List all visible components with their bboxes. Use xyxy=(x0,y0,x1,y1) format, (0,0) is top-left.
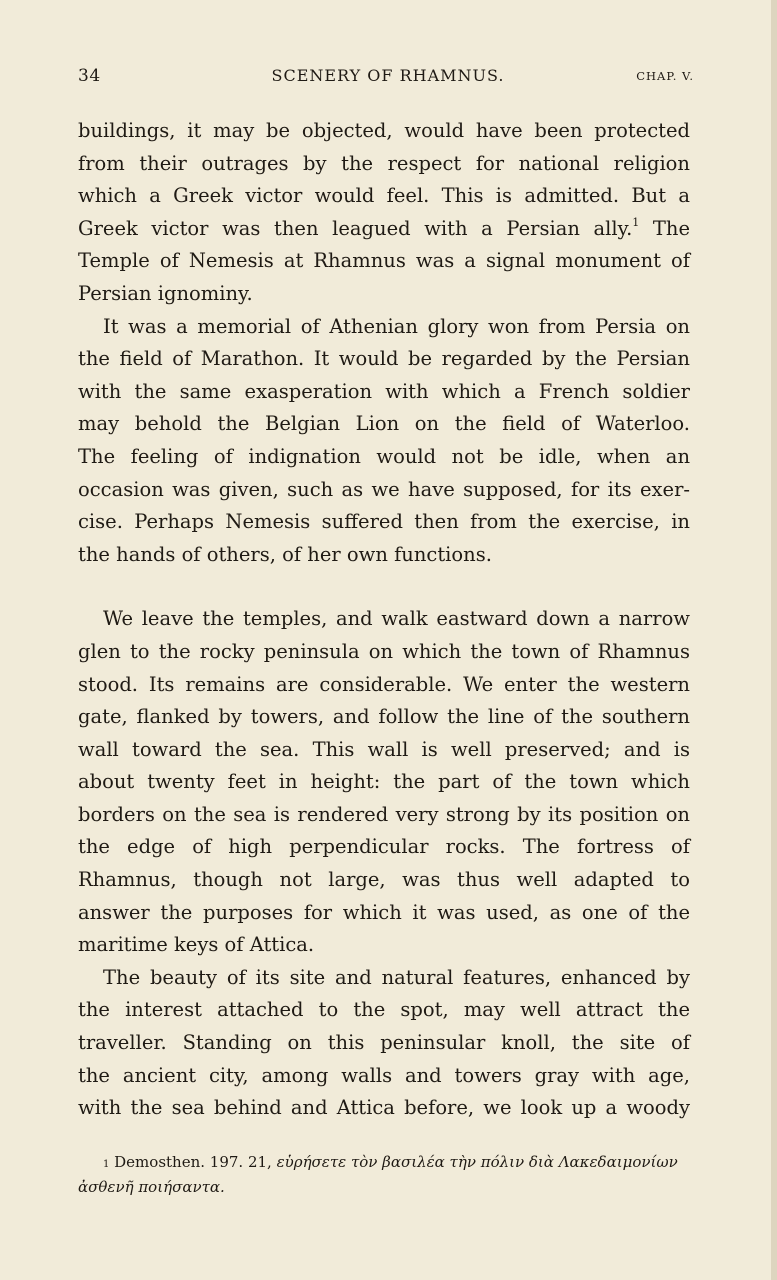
footnote-greek: εὑρήσετε τὸν βασιλέα τὴν πόλιν διὰ Λακεδαιμονίων xyxy=(276,1153,678,1171)
text-line: the hands of others, of her own functions. xyxy=(78,542,492,566)
paragraph-2 xyxy=(78,311,690,572)
text-line: which a Greek victor would feel. This is admitted. But a xyxy=(78,184,690,208)
text-line: cise. Perhaps Nemesis suffered then from the exercise, in xyxy=(78,510,690,534)
text-fragment: Greek victor was then leagued with a Persian ally. xyxy=(78,216,633,240)
paragraph-1 xyxy=(78,115,690,311)
text-line: We leave the temples, and walk eastward down a narrow xyxy=(103,607,690,631)
page-edge xyxy=(771,0,777,1280)
text-line: the edge of high perpendicular rocks. The fortress of xyxy=(78,835,690,859)
footnote-mark: 1 xyxy=(103,1159,110,1170)
text-line: The beauty of its site and natural features, enhanced by xyxy=(103,965,690,989)
text-line: traveller. Standing on this peninsular knoll, the site of xyxy=(78,1031,690,1055)
paragraph-4 xyxy=(78,962,690,1125)
footnote-greek: ἀσθενῆ ποιήσαντα. xyxy=(78,1178,225,1196)
footnote xyxy=(78,1150,690,1200)
chapter-label: CHAP. V. xyxy=(636,69,694,83)
text-line: It was a memorial of Athenian glory won from Persia on xyxy=(103,314,690,338)
text-line: The feeling of indignation would not be idle, when an xyxy=(78,444,690,468)
text-line: from their outrages by the respect for national religion xyxy=(78,151,690,175)
footnote-reference: 1 xyxy=(632,215,640,229)
footnote-citation: Demosthen. 197. 21, xyxy=(114,1153,272,1171)
text-line: wall toward the sea. This wall is well preserved; and is xyxy=(78,737,690,761)
text-line-with-footnote xyxy=(78,213,690,246)
running-header xyxy=(78,66,698,96)
text-line: Persian ignominy. xyxy=(78,281,253,305)
text-line: stood. Its remains are considerable. We enter the western xyxy=(78,672,690,696)
text-line: occasion was given, such as we have supposed, for its exer- xyxy=(78,477,690,501)
text-line: glen to the rocky peninsula on which the town of Rhamnus xyxy=(78,639,690,663)
running-title: SCENERY OF RHAMNUS. xyxy=(271,66,505,85)
text-line: Rhamnus, though not large, was thus well adapted to xyxy=(78,868,690,892)
text-line: borders on the sea is rendered very strong by its position on xyxy=(78,802,690,826)
text-line: may behold the Belgian Lion on the field of Waterloo. xyxy=(78,412,690,436)
text-line: Temple of Nemesis at Rhamnus was a signal monument of xyxy=(78,249,690,273)
text-line: about twenty feet in height: the part of the town which xyxy=(78,770,690,794)
paragraph-3 xyxy=(78,603,690,962)
text-line: the ancient city, among walls and towers gray with age, xyxy=(78,1063,690,1087)
text-line: with the sea behind and Attica before, we look up a woody xyxy=(78,1096,690,1120)
footnote-line xyxy=(78,1175,690,1200)
footnote-line xyxy=(78,1150,690,1175)
page-number: 34 xyxy=(78,66,101,86)
text-line: the field of Marathon. It would be regarded by the Persian xyxy=(78,347,690,371)
body-text xyxy=(78,115,690,1125)
text-line: with the same exasperation with which a French soldier xyxy=(78,379,690,403)
text-line: maritime keys of Attica. xyxy=(78,933,315,957)
text-line: buildings, it may be objected, would have been protected xyxy=(78,119,690,142)
text-line: gate, flanked by towers, and follow the line of the southern xyxy=(78,705,690,729)
section-gap xyxy=(78,571,690,603)
text-fragment: The xyxy=(652,216,690,240)
text-line: answer the purposes for which it was used, as one of the xyxy=(78,900,690,924)
text-line: the interest attached to the spot, may well attract the xyxy=(78,998,690,1022)
